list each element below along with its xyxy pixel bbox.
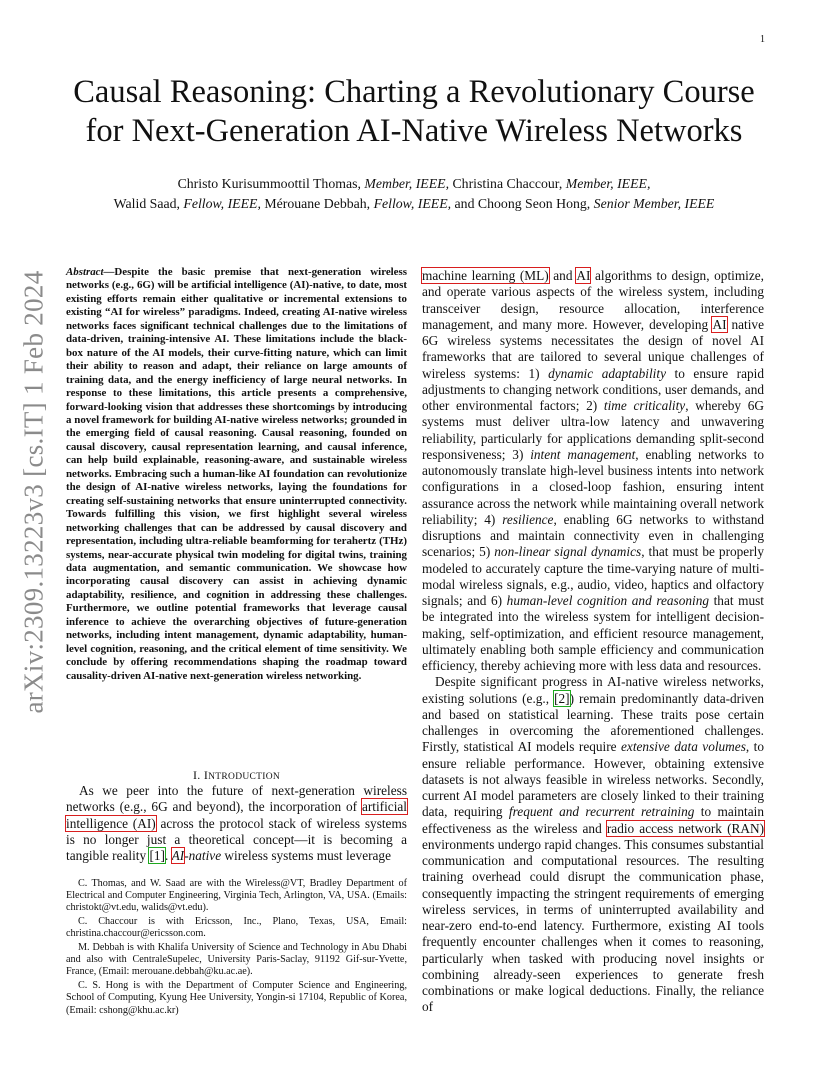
author-name: Walid Saad,	[113, 195, 180, 211]
author-role: Fellow, IEEE,	[373, 195, 452, 211]
body-text: to ensure rapid adjustments to changing network conditions, user demands, and other environmental factors; 2)	[422, 365, 765, 413]
author-name: Christina Chaccour,	[452, 176, 563, 191]
footnote: M. Debbah is with Khalifa University of Science and Technology in Abu Dhabi and also with CentraleSupelec, University Paris-Saclay, 91192 Gif-sur-Yvette, France, (Email: merouane.debbah@ku.ac.ae).	[66, 942, 407, 978]
intro-paragraph	[66, 783, 407, 864]
author-role: Fellow, IEEE,	[183, 195, 261, 211]
title-line-2: for Next-Generation AI-Native Wireless Networks	[85, 113, 743, 149]
section-heading-introduction	[66, 768, 407, 783]
page-number: 1	[760, 34, 765, 45]
author-name: and Choong Seon Hong,	[454, 195, 591, 211]
footnote: C. Chaccour is with Ericsson, Inc., Plano, Texas, USA, Email: christina.chaccour@ericsson.com.	[66, 916, 407, 940]
body-emphasis: intent management	[530, 446, 636, 462]
abstract	[66, 266, 407, 683]
abstract-text: Despite the basic premise that next-generation wireless networks (e.g., 6G) will be artificial intelligence (AI)-native, to date, most existing efforts remain either qualitative or incremental extensions to existing “AI for wireless” paradigms. Indeed, creating AI-native wireless networks faces significant technical challenges due to the limitations of data-driven, training-intensive AI. These limitations include the black-box nature of the AI models, their curve-fitting nature, which can limit their ability to reason and adapt, their reliance on large amounts of training data, and the energy inefficiency of large neural networks. In response to these limitations, this article presents a comprehensive, forward-looking vision that addresses these shortcomings by introducing a novel framework for building AI-native wireless networks; grounded in the emerging field of causal reasoning. Causal reasoning, founded on causal discovery, causal representation learning, and causal inference, can help build explainable, reasoning-aware, and sustainable wireless networks. Embracing such a human-like AI foundation can revolutionize the design of AI-native wireless networks, laying the foundations for creating self-sustaining networks that ensure uninterrupted connectivity. Towards fulfilling this vision, we first highlight several wireless networking challenges that can be addressed by causal discovery and representation, including ultra-reliable beamforming for terahertz (THz) systems, near-accurate physical twin modeling for digital twins, training data augmentation, and semantic communication. We showcase how incorporating causal discovery can assist in achieving dynamic adaptability, resilience, and cognition in addressing these challenges. Furthermore, we outline potential frameworks that leverage causal inference to achieve the overarching objectives of future-generation networks, including intent management, dynamic adaptability, human-level cognition, reasoning, and the critical element of time sensitivity. We conclude by offering recommendations shaping the roadmap toward causality-driven AI-native next-generation wireless networking.	[66, 266, 407, 682]
body-text: , whereby 6G systems must deliver ultra-low latency and unwavering reliability, particularly for applications demanding split-second responsiveness; 3)	[422, 398, 764, 462]
author-role: Senior Member, IEEE	[593, 195, 715, 211]
body-emphasis: resilience	[502, 511, 554, 527]
citation-link-1[interactable]: [1]	[149, 848, 165, 863]
abstract-label: Abstract	[66, 266, 104, 278]
body-emphasis: frequent and recurrent retraining	[508, 804, 695, 820]
body-text: , to ensure reliable performance. However, obtaining extensive datasets is not always feasible in wireless networks. Secondly, current AI model parameters are closely linked to their training data, requiring	[422, 739, 764, 820]
body-emphasis: human-level cognition and reasoning	[506, 593, 710, 608]
body-paragraph	[422, 674, 764, 1015]
body-emphasis: dynamic adaptability	[548, 365, 666, 381]
footnote: C. S. Hong is with the Department of Computer Science and Engineering, School of Computing, Kyung Hee University, Yongin-si 17104, Republic of Korea, (Email: cshong@khu.ac.kr)	[66, 980, 407, 1016]
paper-title	[40, 73, 788, 151]
section-title-rest: NTRODUCTION	[208, 772, 281, 782]
body-emphasis: non-linear signal dynamics	[494, 544, 642, 560]
section-numeral: I.	[192, 768, 204, 782]
body-text: , enabling 6G networks to withstand disruptions and maintain connectivity even in challenging scenarios; 5)	[422, 511, 764, 560]
body-text: , enabling networks to autonomously translate high-level business intents into network configurations in a closed-loop fashion, ensuring intent assurance across the network while maintaining overall network reliability; 4)	[422, 446, 764, 527]
right-column-body	[422, 268, 764, 1016]
footnote: C. Thomas, and W. Saad are with the Wireless@VT, Bradley Department of Electrical and Computer Engineering, Virginia Tech, Arlington, VA, USA. (Emails: christokt@vt.edu, walids@vt.edu).	[66, 878, 407, 914]
body-paragraph	[422, 268, 764, 674]
author-list	[40, 174, 788, 213]
section-cap: I	[203, 768, 209, 782]
body-text: environments undergo rapid changes. This consumes substantial communication and computational resources. The resulting training overhead could disrupt the communication phase, consequently impacting the stringent requirements of emerging wireless services, in terms of uninterrupted availability and near-zero end-to-end latency. Furthermore, existing AI tools frequently encounter challenges when it comes to reasoning, particularly when tasked with producing novel insights or combining already-seen experiences to generate fresh combinations or make logical deductions. Finally, the reliance of	[422, 836, 764, 1015]
acronym-link-ai-native[interactable]: AI	[171, 848, 185, 863]
intro-text: .	[164, 848, 172, 863]
title-line-1: Causal Reasoning: Charting a Revolutionary Course	[73, 74, 755, 110]
acronym-link-ai[interactable]: artificial intelligence (AI)	[66, 799, 407, 831]
body-text: Despite significant progress in AI-native wireless networks, existing solutions (e.g.,	[422, 674, 764, 706]
author-name: Mérouane Debbah,	[264, 195, 371, 211]
body-emphasis: time criticality	[603, 398, 686, 413]
intro-text: wireless systems must leverage	[221, 848, 391, 863]
body-text: and	[548, 268, 577, 283]
body-text: algorithms to design, optimize, and operate various aspects of the wireless system, including transceiver design, resource allocation, interference management, and many more. However, developing	[422, 268, 764, 332]
body-text: to maintain effectiveness as the wireless and	[422, 804, 764, 836]
acronym-link-ai[interactable]: AI	[712, 316, 727, 332]
body-text: ) remain predominantly data-driven and based on statistical learning. These traits pose certain challenges in overcoming the aforementioned challenges. Firstly, statistical AI models require	[422, 690, 764, 755]
author-affiliation-footnotes	[66, 878, 407, 1018]
author-role: Member, IEEE,	[364, 176, 450, 191]
body-emphasis: extensive data volumes	[621, 739, 746, 755]
author-role: Member, IEEE,	[565, 176, 651, 191]
author-name: Christo Kurisummoottil Thomas,	[177, 176, 361, 191]
body-text: , that must be properly modeled to accurately capture the time-varying nature of multi-modal wireless signals, e.g., audio, video, haptics and olfactory signals; and 6)	[422, 544, 764, 608]
body-text: native 6G wireless systems necessitates the design of novel AI frameworks that are tailored to several unique challenges of wireless systems: 1)	[422, 316, 764, 381]
intro-emphasis: -native	[184, 848, 222, 863]
intro-text: As we peer into the future of next-generation wireless networks (e.g., 6G and beyond), the incorporation of	[66, 783, 407, 815]
acronym-link-ai[interactable]: AI	[576, 268, 591, 283]
acronym-link-ran[interactable]: radio access network (RAN)	[606, 820, 764, 836]
body-text: that must be integrated into the wireless system for intelligent decision-making, self-optimization, and efficient resource management, ultimately enabling both sample efficiency and communication efficiency, thereby achieving more with less data and resources.	[422, 593, 764, 673]
arxiv-stamp-text: arXiv:2309.13223v3 [cs.IT] 1 Feb 2024	[18, 270, 49, 714]
acronym-link-ml[interactable]: machine learning (ML)	[422, 268, 549, 283]
abstract-dash: —	[103, 266, 115, 278]
citation-link-2[interactable]: [2]	[554, 690, 570, 706]
intro-text: across the protocol stack of wireless systems is no longer just a theoretical concept—it is becoming a tangible reality	[66, 815, 407, 863]
